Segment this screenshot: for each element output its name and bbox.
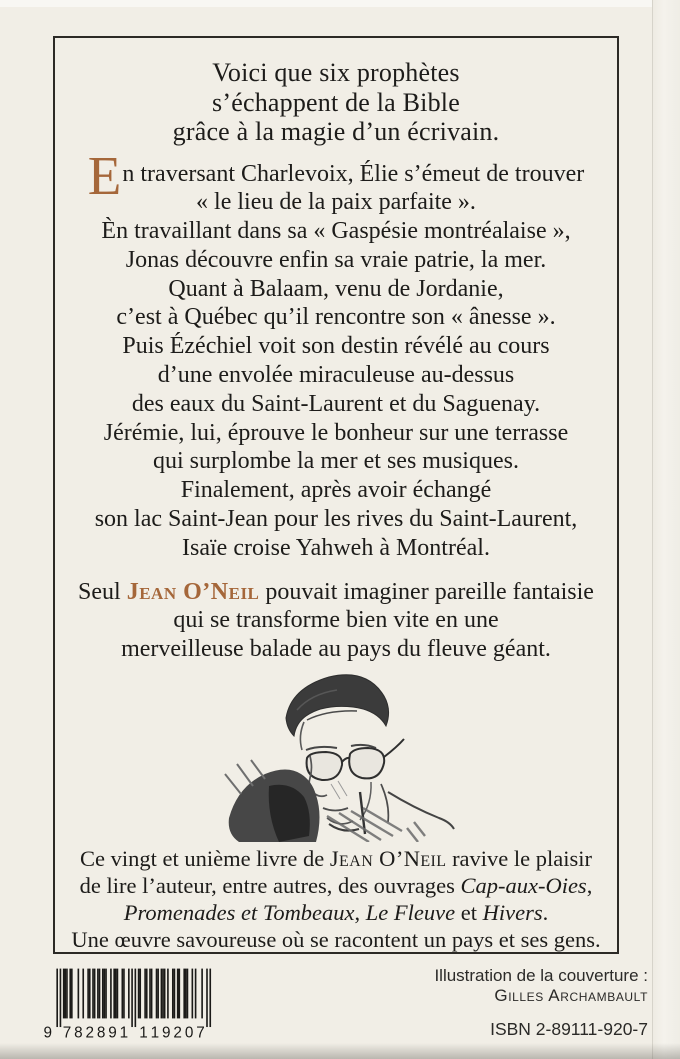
svg-text:8: 8 bbox=[96, 1024, 106, 1042]
svg-text:8: 8 bbox=[74, 1024, 83, 1042]
closing-text: et bbox=[455, 900, 483, 926]
scan-edge-bottom bbox=[0, 1043, 680, 1059]
closing-text: , bbox=[354, 900, 366, 926]
face-outline bbox=[300, 722, 304, 750]
synopsis-line: Jérémie, lui, éprouve le bonheur sur une terrasse bbox=[103, 419, 569, 446]
synopsis-line: Finalement, après avoir échangé bbox=[180, 477, 492, 504]
synopsis-opening-rest: n traversant Charlevoix, Élie s’émeut de trouver bbox=[122, 160, 585, 187]
scan-edge-right bbox=[652, 0, 680, 1059]
closing-text: . bbox=[542, 900, 549, 926]
closing-line: Une œuvre savoureuse où se racontent un pays et ses gens. bbox=[71, 927, 601, 953]
footer-credit bbox=[434, 966, 648, 1039]
tagline-line: s’échappent de la Bible bbox=[212, 87, 460, 117]
blurb-text: Seul bbox=[78, 578, 127, 605]
svg-text:1: 1 bbox=[139, 1024, 148, 1042]
blurb-line bbox=[55, 578, 617, 607]
svg-text:1: 1 bbox=[150, 1024, 160, 1042]
synopsis-line: Isaïe croise Yahweh à Montréal. bbox=[182, 534, 490, 561]
portrait-sketch-svg bbox=[211, 666, 461, 842]
svg-text:7: 7 bbox=[196, 1024, 205, 1042]
svg-text:9: 9 bbox=[108, 1024, 117, 1042]
synopsis-line: « le lieu de la paix parfaite ». bbox=[196, 189, 476, 216]
book-title: Promenades et Tombeaux bbox=[123, 900, 355, 926]
book-title: Cap-aux-Oies bbox=[460, 873, 587, 899]
synopsis-line: Quant à Balaam, venu de Jordanie, bbox=[168, 275, 504, 302]
closing-text: , bbox=[586, 873, 593, 899]
illustration-credit-label: Illustration de la couverture : bbox=[434, 966, 648, 985]
svg-text:1: 1 bbox=[119, 1024, 129, 1042]
portrait-sketch-illustration bbox=[55, 666, 617, 842]
illustration-credit-name: Gilles Archambault bbox=[494, 986, 648, 1005]
tagline-line: Voici que six prophètes bbox=[212, 58, 460, 87]
author-name: Jean O’Neil bbox=[329, 846, 447, 872]
blurb-line: merveilleuse balade au pays du fleuve géant. bbox=[121, 636, 551, 663]
synopsis-line: Èn travaillant dans sa « Gaspésie montréalaise », bbox=[101, 218, 571, 245]
svg-text:0: 0 bbox=[184, 1024, 194, 1042]
closing-text: de lire l’auteur, entre autres, des ouvrages bbox=[79, 873, 461, 899]
svg-text:9: 9 bbox=[43, 1024, 53, 1042]
book-title: Le Fleuve bbox=[365, 900, 456, 926]
synopsis-line: Puis Ézéchiel voit son destin révélé au cours bbox=[122, 333, 550, 360]
synopsis-line: son lac Saint-Jean pour les rives du Saint-Laurent, bbox=[94, 506, 578, 533]
barcode-svg bbox=[42, 964, 224, 1046]
synopsis bbox=[55, 144, 617, 563]
svg-text:2: 2 bbox=[85, 1024, 95, 1042]
author-name-accent: Jean O’Neil bbox=[126, 578, 260, 605]
isbn: ISBN 2-89111-920-7 bbox=[490, 1019, 648, 1039]
synopsis-opening-line: En traversant Charlevoix, Élie s’émeut de trouver bbox=[87, 144, 585, 206]
closing-text: Ce vingt et unième livre de bbox=[79, 846, 330, 872]
blurb-text: pouvait imaginer pareille fantaisie bbox=[259, 578, 594, 605]
back-cover-frame bbox=[53, 36, 619, 954]
closing-text: ravive le plaisir bbox=[446, 846, 593, 872]
synopsis-line: des eaux du Saint-Laurent et du Saguenay. bbox=[131, 390, 541, 417]
closing-line bbox=[55, 845, 617, 872]
ean13-barcode bbox=[42, 964, 224, 1046]
synopsis-line: d’une envolée miraculeuse au-dessus bbox=[157, 362, 515, 389]
svg-text:9: 9 bbox=[162, 1024, 171, 1042]
svg-text:2: 2 bbox=[173, 1024, 182, 1042]
book-title: Hivers bbox=[482, 900, 543, 926]
svg-text:7: 7 bbox=[62, 1024, 72, 1042]
blurb-line: qui se transforme bien vite en une bbox=[173, 607, 499, 634]
author-blurb bbox=[55, 578, 617, 664]
synopsis-line: Jonas découvre enfin sa vraie patrie, la mer. bbox=[125, 246, 547, 273]
closing-line bbox=[55, 899, 617, 926]
tagline bbox=[55, 58, 617, 147]
synopsis-line: c’est à Québec qu’il rencontre son « ânesse ». bbox=[116, 304, 556, 331]
closing-line bbox=[55, 872, 617, 899]
closing-paragraph bbox=[55, 845, 617, 953]
synopsis-line: qui surplombe la mer et ses musiques. bbox=[153, 448, 519, 475]
tagline-line: grâce à la magie d’un écrivain. bbox=[172, 117, 500, 146]
scan-edge-top bbox=[0, 0, 680, 7]
pencil-hatching bbox=[327, 808, 425, 842]
